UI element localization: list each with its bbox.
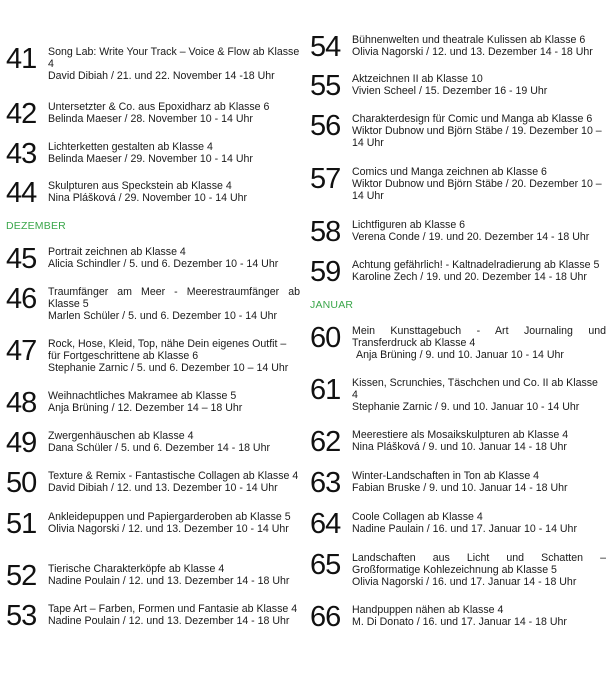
course-meta: Nadine Poulain / 12. und 13. Dezember 14 - 18 Uhr: [48, 575, 290, 587]
course-title: Weihnachtliches Makramee ab Klasse 5: [48, 390, 237, 402]
course-meta: Vivien Scheel / 15. Dezember 16 - 19 Uhr: [352, 85, 548, 97]
course-number: 58: [310, 216, 341, 248]
course-number: 63: [310, 467, 341, 499]
course-meta: Marlen Schüler / 5. und 6. Dezember 10 - 14 Uhr: [48, 310, 278, 322]
course-meta: Belinda Maeser / 28. November 10 - 14 Uhr: [48, 113, 253, 125]
course-title: Song Lab: Write Your Track – Voice & Flow ab Klasse 4: [48, 46, 300, 70]
course-title: Texture & Remix - Fantastische Collagen ab Klasse 4: [48, 470, 299, 482]
course-title: Coole Collagen ab Klasse 4: [352, 511, 483, 523]
course-number: 65: [310, 549, 341, 581]
course-number: 41: [6, 43, 37, 75]
course-meta: Olivia Nagorski / 12. und 13. Dezember 14 - 18 Uhr: [352, 46, 593, 58]
course-meta: David Dibiah / 12. und 13. Dezember 10 - 14 Uhr: [48, 482, 278, 494]
month-heading-januar: JANUAR: [310, 299, 354, 311]
course-title: Achtung gefährlich! - Kaltnadelradierung ab Klasse 5: [352, 259, 600, 271]
course-meta: Olivia Nagorski / 16. und 17. Januar 14 - 18 Uhr: [352, 576, 577, 588]
course-meta: Karoline Zech / 19. und 20. Dezember 14 - 18 Uhr: [352, 271, 587, 283]
course-meta: Wiktor Dubnow und Björn Stäbe / 19. Dezember 10 – 14 Uhr: [352, 125, 602, 149]
course-number: 55: [310, 70, 341, 102]
course-title: Mein Kunsttagebuch - Art Journaling und Transferdruck ab Klasse 4: [352, 325, 606, 349]
course-title: Winter-Landschaften in Ton ab Klasse 4: [352, 470, 540, 482]
course-number: 54: [310, 31, 341, 63]
course-meta: Anja Brüning / 12. Dezember 14 – 18 Uhr: [48, 402, 243, 414]
course-meta: M. Di Donato / 16. und 17. Januar 14 - 18 Uhr: [352, 616, 567, 628]
course-number: 64: [310, 508, 341, 540]
course-title: Rock, Hose, Kleid, Top, nähe Dein eigenes Outfit – für Fortgeschrittene ab Klasse 6: [48, 338, 287, 362]
course-meta: Nina Plášková / 9. und 10. Januar 14 - 18 Uhr: [352, 441, 567, 453]
course-meta: Alicia Schindler / 5. und 6. Dezember 10 - 14 Uhr: [48, 258, 279, 270]
course-number: 59: [310, 256, 341, 288]
course-number: 62: [310, 426, 341, 458]
course-title: Comics und Manga zeichnen ab Klasse 6: [352, 166, 547, 178]
course-meta: Stephanie Zarnic / 5. und 6. Dezember 10 – 14 Uhr: [48, 362, 289, 374]
course-title: Charakterdesign für Comic und Manga ab Klasse 6: [352, 113, 593, 125]
course-title: Untersetzter & Co. aus Epoxidharz ab Klasse 6: [48, 101, 270, 113]
course-title: Handpuppen nähen ab Klasse 4: [352, 604, 504, 616]
course-title: Bühnenwelten und theatrale Kulissen ab Klasse 6: [352, 34, 586, 46]
course-number: 53: [6, 600, 37, 632]
course-title: Meerestiere als Mosaikskulpturen ab Klasse 4: [352, 429, 569, 441]
course-meta: Dana Schüler / 5. und 6. Dezember 14 - 18 Uhr: [48, 442, 270, 454]
course-number: 57: [310, 163, 341, 195]
course-title: Tape Art – Farben, Formen und Fantasie ab Klasse 4: [48, 603, 298, 615]
course-title: Kissen, Scrunchies, Täschchen und Co. II ab Klasse 4: [352, 377, 598, 401]
course-title: Zwergenhäuschen ab Klasse 4: [48, 430, 194, 442]
course-number: 56: [310, 110, 341, 142]
course-meta: Olivia Nagorski / 12. und 13. Dezember 10 - 14 Uhr: [48, 523, 289, 535]
course-meta: Anja Brüning / 9. und 10. Januar 10 - 14 Uhr: [356, 349, 564, 361]
course-title: Skulpturen aus Speckstein ab Klasse 4: [48, 180, 232, 192]
course-title: Ankleidepuppen und Papiergarderoben ab Klasse 5: [48, 511, 291, 523]
course-number: 44: [6, 177, 37, 209]
course-number: 43: [6, 138, 37, 170]
course-meta: David Dibiah / 21. und 22. November 14 -18 Uhr: [48, 70, 275, 82]
course-meta: Wiktor Dubnow und Björn Stäbe / 20. Dezember 10 – 14 Uhr: [352, 178, 602, 202]
course-number: 66: [310, 601, 341, 633]
course-number: 47: [6, 335, 37, 367]
course-title: Lichterketten gestalten ab Klasse 4: [48, 141, 213, 153]
course-meta: Belinda Maeser / 29. November 10 - 14 Uhr: [48, 153, 253, 165]
course-number: 52: [6, 560, 37, 592]
course-meta: Nina Plášková / 29. November 10 - 14 Uhr: [48, 192, 248, 204]
course-meta: Nadine Paulain / 16. und 17. Januar 10 - 14 Uhr: [352, 523, 577, 535]
course-number: 45: [6, 243, 37, 275]
course-number: 50: [6, 467, 37, 499]
course-meta: Verena Conde / 19. und 20. Dezember 14 - 18 Uhr: [352, 231, 590, 243]
course-number: 49: [6, 427, 37, 459]
course-number: 48: [6, 387, 37, 419]
course-number: 51: [6, 508, 37, 540]
course-meta: Nadine Poulain / 12. und 13. Dezember 14 - 18 Uhr: [48, 615, 290, 627]
course-title: Portrait zeichnen ab Klasse 4: [48, 246, 186, 258]
course-meta: Fabian Bruske / 9. und 10. Januar 14 - 18 Uhr: [352, 482, 568, 494]
course-number: 61: [310, 374, 341, 406]
course-title: Lichtfiguren ab Klasse 6: [352, 219, 466, 231]
course-title: Aktzeichnen II ab Klasse 10: [352, 73, 483, 85]
course-number: 46: [6, 283, 37, 315]
month-heading-dezember: DEZEMBER: [6, 220, 66, 232]
course-meta: Stephanie Zarnic / 9. und 10. Januar 10 - 14 Uhr: [352, 401, 580, 413]
course-title: Landschaften aus Licht und Schatten – Großformatige Kohlezeichnung ab Klasse 5: [352, 552, 606, 576]
course-title: Traumfänger am Meer - Meerestraumfänger ab Klasse 5: [48, 286, 300, 310]
course-number: 42: [6, 98, 37, 130]
course-title: Tierische Charakterköpfe ab Klasse 4: [48, 563, 225, 575]
course-number: 60: [310, 322, 341, 354]
